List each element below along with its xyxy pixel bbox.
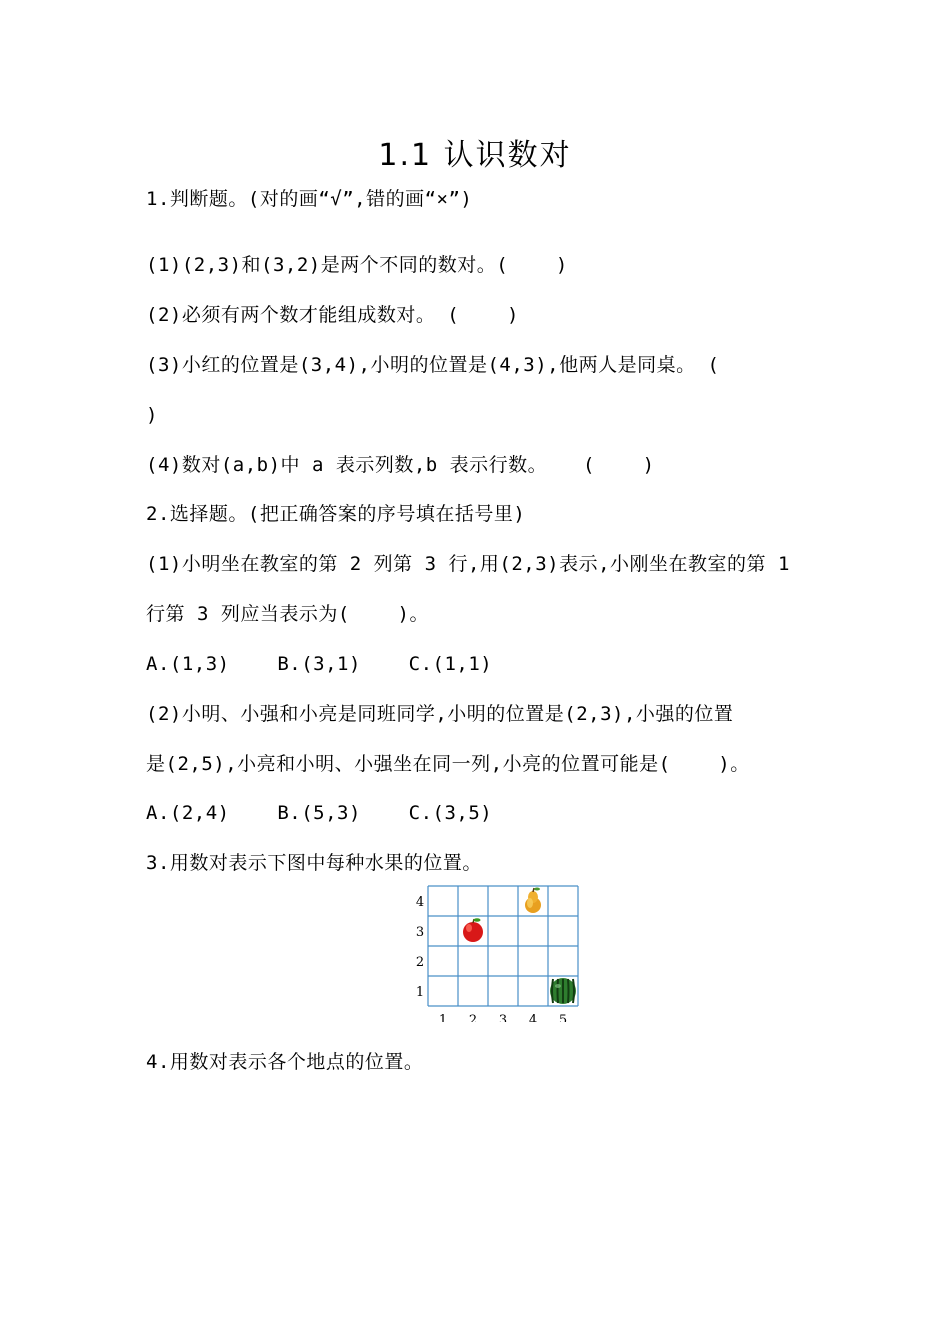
question-2-options-2: A.(2,4) B.(5,3) C.(3,5)	[146, 802, 493, 824]
fruit-grid-svg	[410, 882, 590, 1022]
y-axis-label: 3	[415, 925, 425, 940]
x-axis-label: 5	[558, 1013, 568, 1022]
question-1-item-1: (1)(2,3)和(3,2)是两个不同的数对。( )	[146, 254, 568, 276]
pear-icon	[525, 888, 541, 914]
x-axis-label: 1	[438, 1013, 448, 1022]
question-1-item-3-cont: )	[146, 404, 158, 426]
x-axis-label: 2	[468, 1013, 478, 1022]
question-1-item-3: (3)小红的位置是(3,4),小明的位置是(4,3),他两人是同桌。 (	[146, 354, 720, 376]
question-2-options-1: A.(1,3) B.(3,1) C.(1,1)	[146, 653, 493, 675]
apple-icon	[463, 918, 483, 942]
question-1-item-2: (2)必须有两个数才能组成数对。 ( )	[146, 304, 519, 326]
question-2-line-1: (1)小明坐在教室的第 2 列第 3 行,用(2,3)表示,小刚坐在教室的第 1	[146, 553, 790, 575]
y-axis-label: 1	[415, 985, 425, 1000]
question-2-heading: 2.选择题。(把正确答案的序号填在括号里)	[146, 503, 526, 525]
question-2-line-3: (2)小明、小强和小亮是同班同学,小明的位置是(2,3),小强的位置	[146, 703, 734, 725]
question-1-item-4: (4)数对(a,b)中 a 表示列数,b 表示行数。 ( )	[146, 454, 655, 476]
question-2-line-4: 是(2,5),小亮和小明、小强坐在同一列,小亮的位置可能是( )。	[146, 753, 750, 775]
x-axis-label: 4	[528, 1013, 538, 1022]
question-2-line-2: 行第 3 列应当表示为( )。	[146, 603, 429, 625]
question-1-heading: 1.判断题。(对的画“√”,错的画“×”)	[146, 188, 473, 210]
x-axis-label: 3	[498, 1013, 508, 1022]
watermelon-icon	[550, 978, 576, 1004]
question-4-heading: 4.用数对表示各个地点的位置。	[146, 1051, 424, 1073]
question-3-heading: 3.用数对表示下图中每种水果的位置。	[146, 852, 482, 874]
y-axis-label: 2	[415, 955, 425, 970]
page-title: 1.1 认识数对	[378, 138, 572, 173]
fruit-grid	[410, 882, 590, 1022]
y-axis-label: 4	[415, 895, 425, 910]
